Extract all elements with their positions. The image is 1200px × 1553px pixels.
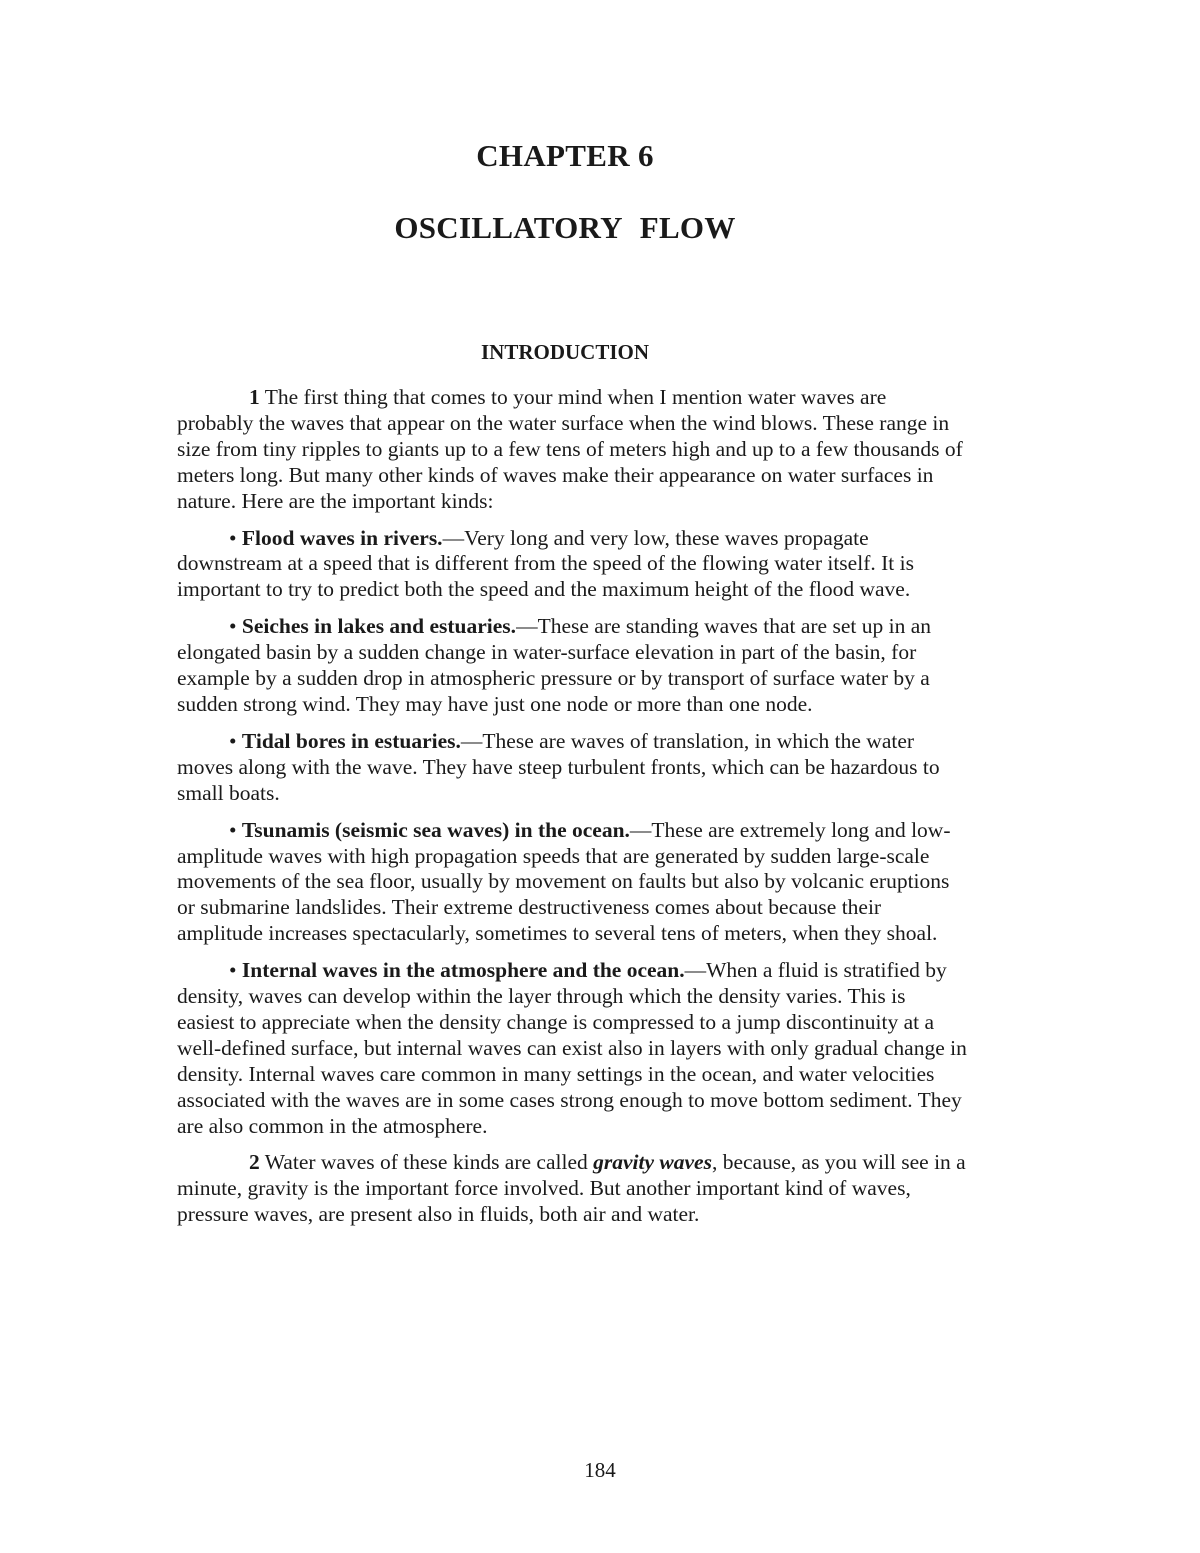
bullet-tsunamis (177, 818, 967, 948)
bullet-marker: • (229, 728, 242, 753)
bullet-text: —Very long and very low, these waves propagate downstream at a speed that is different from the speed of the flowing water itself. It is important to try to predict both the speed and the maximum height of the flood wave. (177, 525, 914, 602)
bullet-flood-waves (177, 526, 967, 604)
bullet-heading: Tsunamis (seismic sea waves) in the ocean. (241, 817, 630, 842)
bullet-marker: • (229, 614, 242, 639)
chapter-number: CHAPTER 6 (476, 138, 654, 173)
paragraph-number: 2 (249, 1150, 260, 1175)
emphasis-term: gravity waves (593, 1150, 712, 1175)
bullet-marker: • (229, 958, 242, 983)
paragraph-number: 1 (249, 385, 260, 409)
bullet-text: —These are waves of translation, in which the water moves along with the wave. They have steep turbulent fronts, which can be hazardous to small boats. (177, 728, 940, 805)
bullet-tidal-bores (177, 729, 967, 807)
bullet-internal-waves (177, 958, 967, 1139)
body-text (177, 385, 967, 1239)
bullet-text: —These are standing waves that are set up in an elongated basin by a sudden change in water-surface elevation in part of the basin, for example by a sudden drop in atmospheric pressure or by transport of surface water by a sudden strong wind. They may have just one node or more than one node. (177, 614, 931, 716)
page-number: 184 (584, 1458, 616, 1482)
section-heading: INTRODUCTION (480, 340, 650, 364)
bullet-heading: Tidal bores in estuaries. (241, 728, 461, 753)
bullet-marker: • (229, 525, 242, 550)
paragraph-text-before: Water waves of these kinds are called (259, 1150, 594, 1175)
bullet-heading: Seiches in lakes and estuaries. (241, 614, 517, 639)
paragraph-2 (177, 1150, 967, 1228)
bullet-text: —These are extremely long and low-amplitude waves with high propagation speeds that are generated by sudden large-scale movements of the sea floor, usually by movement on faults but also by volcanic eruptions or submarine landslides. Their extreme destructiveness comes about because their amplitude increases spectacularly, sometimes to several tens of meters, when they shoal. (177, 817, 951, 946)
chapter-title: OSCILLATORY FLOW (394, 210, 736, 245)
bullet-heading: Flood waves in rivers. (241, 525, 443, 550)
paragraph-text-after: , because, as you will see in a minute, gravity is the important force involved. But another important kind of waves, pressure waves, are present also in fluids, both air and water. (177, 1150, 966, 1227)
paragraph-1 (177, 385, 967, 515)
bullet-text: —When a fluid is stratified by density, waves can develop within the layer through which the density varies. This is easiest to appreciate when the density change is compressed to a jump discontinuity at a well-defined surface, but internal waves can exist also in layers with only gradual change in density. Internal waves care common in many settings in the ocean, and water velocities associated with the waves are in some cases strong enough to move bottom sediment. They are also common in the atmosphere. (177, 958, 967, 1138)
paragraph-text: The first thing that comes to your mind when I mention water waves are probably the waves that appear on the water surface when the wind blows. These range in size from tiny ripples to giants up to a few tens of meters high and up to a few thousands of meters long. But many other kinds of waves make their appearance on water surfaces in nature. Here are the important kinds: (177, 385, 963, 513)
bullet-heading: Internal waves in the atmosphere and the ocean. (241, 958, 685, 983)
bullet-seiches (177, 614, 967, 718)
bullet-marker: • (229, 817, 242, 842)
